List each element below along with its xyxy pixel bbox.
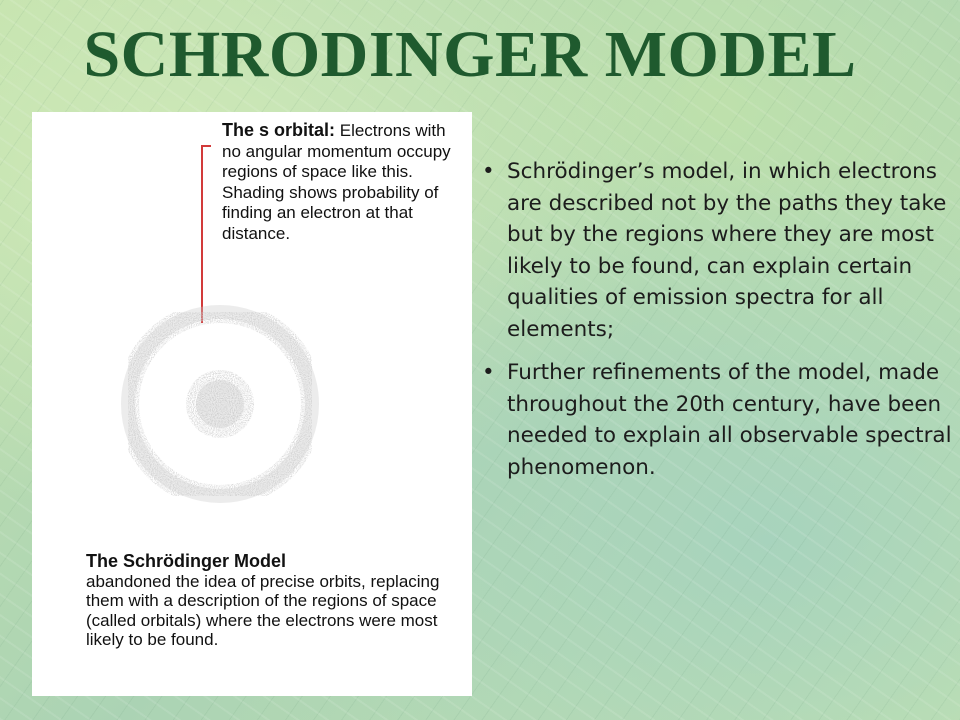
- caption-text: abandoned the idea of precise orbits, replacing them with a description of the regions of space (called orbitals) where the electrons were most likely to be found.: [86, 571, 440, 649]
- figure-caption: [86, 552, 466, 650]
- bullet-item: [478, 357, 952, 483]
- slide-title: SCHRODINGER MODEL: [83, 18, 857, 91]
- s-orbital-diagram: [104, 288, 336, 520]
- bullet-list: [478, 156, 952, 495]
- bullet-dot-icon: •: [482, 360, 495, 385]
- callout-text: Electrons with no angular momentum occupy regions of space like this. Shading shows probability of finding an electron at that distance.: [222, 121, 451, 243]
- caption-heading: The Schrödinger Model: [86, 551, 287, 571]
- schrodinger-model-figure: [32, 112, 472, 696]
- s-orbital-callout: [222, 120, 468, 244]
- bullet-dot-icon: •: [482, 159, 495, 184]
- callout-heading: The s orbital:: [222, 120, 336, 140]
- bullet-text: Further refinements of the model, made throughout the 20th century, have been needed to explain all observable spectral phenomenon.: [507, 360, 952, 480]
- bullet-text: Schrödinger’s model, in which electrons are described not by the paths they take but by the regions where they are most likely to be found, can explain certain qualities of emission spectra for all elements;: [507, 159, 947, 342]
- bullet-item: [478, 156, 952, 345]
